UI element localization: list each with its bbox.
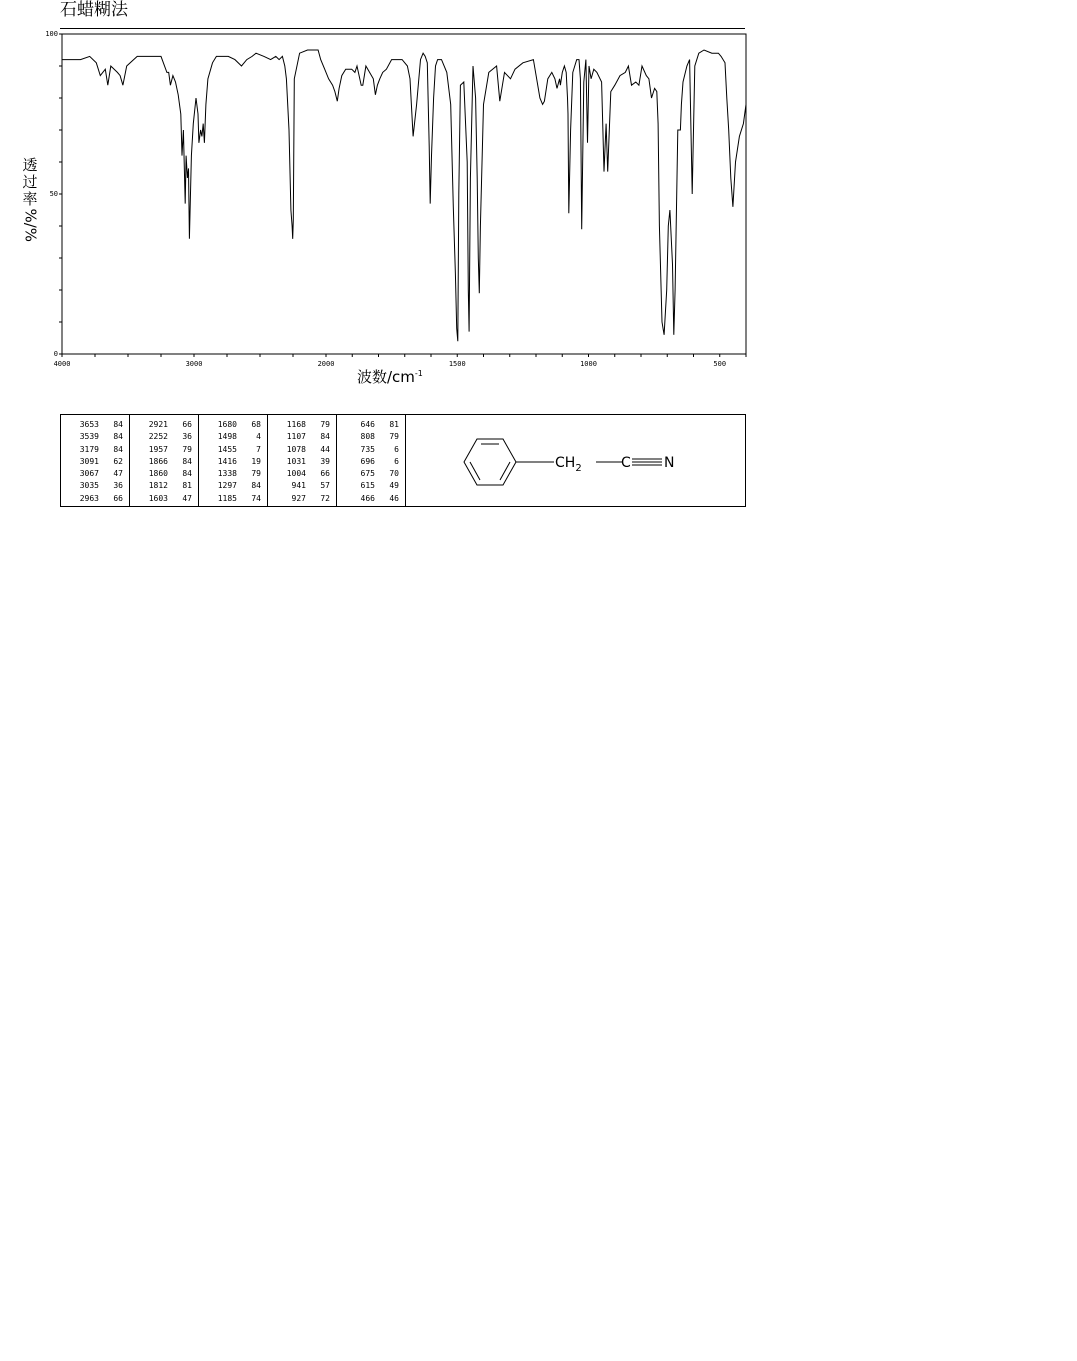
peak-wavenumber: 927 <box>291 493 306 503</box>
peak-wavenumber: 1498 <box>217 432 237 442</box>
peak-transmittance: 7 <box>256 444 261 454</box>
transmittance-line <box>62 50 746 341</box>
y-axis-label-char: 过 <box>22 173 38 191</box>
peak-wavenumber: 3035 <box>79 481 99 491</box>
peak-transmittance: 84 <box>113 444 123 454</box>
peak-transmittance: 84 <box>113 420 123 429</box>
peak-row <box>130 456 198 468</box>
peak-row <box>61 480 129 492</box>
peak-transmittance: 47 <box>182 493 192 503</box>
x-tick-label: 1000 <box>580 360 597 368</box>
peak-transmittance: 79 <box>320 420 330 429</box>
peak-row <box>61 419 129 431</box>
peak-wavenumber: 1603 <box>148 493 168 503</box>
ir-spectrum-chart <box>0 0 760 400</box>
y-tick-label: 100 <box>45 30 58 38</box>
peak-wavenumber: 3067 <box>79 469 99 479</box>
peak-transmittance: 84 <box>182 456 192 466</box>
peak-column <box>199 415 268 506</box>
peak-transmittance: 79 <box>182 444 192 454</box>
peak-wavenumber: 941 <box>291 481 306 491</box>
x-tick-label: 1500 <box>448 360 466 368</box>
peak-transmittance: 57 <box>320 481 330 491</box>
peak-row <box>61 444 129 456</box>
peak-row <box>337 480 405 492</box>
peak-row <box>199 431 267 443</box>
y-axis-label <box>20 156 40 243</box>
peak-transmittance: 72 <box>320 493 330 503</box>
peak-transmittance: 6 <box>394 444 399 454</box>
peak-transmittance: 4 <box>256 432 261 442</box>
peak-column <box>130 415 199 506</box>
peak-row <box>337 444 405 456</box>
page-title: 石蜡糊法 <box>60 0 128 20</box>
peak-transmittance: 70 <box>389 469 399 479</box>
peak-transmittance: 36 <box>182 432 192 442</box>
peak-row <box>337 468 405 480</box>
x-tick-label: 3000 <box>185 360 203 368</box>
x-axis-label <box>357 366 423 387</box>
peak-wavenumber: 1860 <box>148 469 168 479</box>
peak-wavenumber: 2963 <box>79 493 99 503</box>
peak-row <box>199 444 267 456</box>
peak-transmittance: 46 <box>389 493 399 503</box>
peak-row <box>268 431 336 443</box>
peak-wavenumber: 808 <box>360 432 375 442</box>
peak-transmittance: 84 <box>251 481 261 491</box>
peak-transmittance: 19 <box>251 456 261 466</box>
peak-wavenumber: 1185 <box>217 493 237 503</box>
peak-row <box>268 419 336 431</box>
peak-row <box>268 444 336 456</box>
peak-transmittance: 79 <box>251 469 261 479</box>
peak-column <box>61 415 130 506</box>
peak-wavenumber: 1455 <box>217 444 237 454</box>
peak-wavenumber: 3179 <box>79 444 99 454</box>
peak-row <box>61 431 129 443</box>
ch2-label: $CH_2$ <box>555 455 582 474</box>
peak-row <box>61 468 129 480</box>
peak-transmittance: 84 <box>113 432 123 442</box>
peak-wavenumber: 1168 <box>286 420 306 429</box>
nitrogen-label: N <box>664 455 675 471</box>
peak-transmittance: 47 <box>113 469 123 479</box>
peak-row <box>61 456 129 468</box>
peak-wavenumber: 615 <box>360 481 375 491</box>
x-tick-label: 500 <box>713 360 727 368</box>
peak-row <box>199 468 267 480</box>
peak-row <box>61 493 129 505</box>
y-axis-label-char: 率 <box>22 190 38 208</box>
peak-wavenumber: 1107 <box>286 432 306 442</box>
peak-wavenumber: 1416 <box>217 456 237 466</box>
peak-table <box>60 414 746 507</box>
peak-row <box>268 468 336 480</box>
peak-row <box>130 419 198 431</box>
peak-column <box>337 415 406 506</box>
peak-wavenumber: 2921 <box>148 420 168 429</box>
y-tick-label: 0 <box>53 350 58 358</box>
peak-row <box>337 456 405 468</box>
peak-transmittance: 49 <box>389 481 399 491</box>
peak-transmittance: 74 <box>251 493 261 503</box>
benzene-ring <box>464 439 516 485</box>
peak-row <box>130 468 198 480</box>
peak-wavenumber: 1866 <box>148 456 168 466</box>
ring-double-bond <box>500 462 510 480</box>
x-axis-label-text: 波数/cm <box>357 368 415 386</box>
x-tick-label: 2000 <box>317 360 335 368</box>
axis-ticks <box>45 30 746 368</box>
peak-column <box>268 415 337 506</box>
peak-transmittance: 6 <box>394 456 399 466</box>
peak-wavenumber: 1957 <box>148 444 168 454</box>
plot-frame <box>62 34 746 354</box>
peak-wavenumber: 1031 <box>286 456 306 466</box>
peak-wavenumber: 2252 <box>148 432 168 442</box>
peak-wavenumber: 1680 <box>217 420 237 429</box>
peak-transmittance: 66 <box>320 469 330 479</box>
peak-wavenumber: 1078 <box>286 444 306 454</box>
peak-row <box>268 456 336 468</box>
peak-row <box>199 493 267 505</box>
peak-transmittance: 81 <box>389 420 399 429</box>
peak-transmittance: 68 <box>251 420 261 429</box>
peak-wavenumber: 3539 <box>79 432 99 442</box>
y-tick-label: 50 <box>49 190 58 198</box>
peak-wavenumber: 3653 <box>79 420 99 429</box>
peak-wavenumber: 696 <box>360 456 375 466</box>
ring-double-bond <box>470 462 480 480</box>
peak-row <box>199 456 267 468</box>
peak-row <box>337 493 405 505</box>
peak-transmittance: 62 <box>113 456 123 466</box>
peak-transmittance: 66 <box>113 493 123 503</box>
benzyl-cyanide-structure <box>406 415 745 506</box>
peak-wavenumber: 675 <box>360 469 375 479</box>
y-axis-unit: %/% <box>21 208 40 243</box>
peak-wavenumber: 646 <box>360 420 375 429</box>
peak-transmittance: 84 <box>182 469 192 479</box>
peak-row <box>130 480 198 492</box>
peak-transmittance: 39 <box>320 456 330 466</box>
peak-transmittance: 36 <box>113 481 123 491</box>
x-axis-label-exponent: -1 <box>414 369 423 378</box>
peak-row <box>268 493 336 505</box>
peak-transmittance: 81 <box>182 481 192 491</box>
peak-wavenumber: 1338 <box>217 469 237 479</box>
peak-row <box>130 493 198 505</box>
peak-transmittance: 79 <box>389 432 399 442</box>
peak-row <box>268 480 336 492</box>
peak-transmittance: 44 <box>320 444 330 454</box>
y-axis-label-char: 透 <box>22 156 38 174</box>
peak-row <box>130 431 198 443</box>
peak-row <box>199 480 267 492</box>
peak-row <box>337 431 405 443</box>
peak-wavenumber: 735 <box>360 444 375 454</box>
carbon-label: C <box>621 455 631 471</box>
peak-wavenumber: 1812 <box>148 481 168 491</box>
peak-row <box>199 419 267 431</box>
peak-row <box>337 419 405 431</box>
peak-wavenumber: 1004 <box>286 469 306 479</box>
peak-wavenumber: 466 <box>360 493 375 503</box>
peak-wavenumber: 1297 <box>217 481 237 491</box>
peak-wavenumber: 3091 <box>79 456 99 466</box>
peak-row <box>130 444 198 456</box>
peak-transmittance: 66 <box>182 420 192 429</box>
peak-transmittance: 84 <box>320 432 330 442</box>
x-tick-label: 4000 <box>53 360 71 368</box>
